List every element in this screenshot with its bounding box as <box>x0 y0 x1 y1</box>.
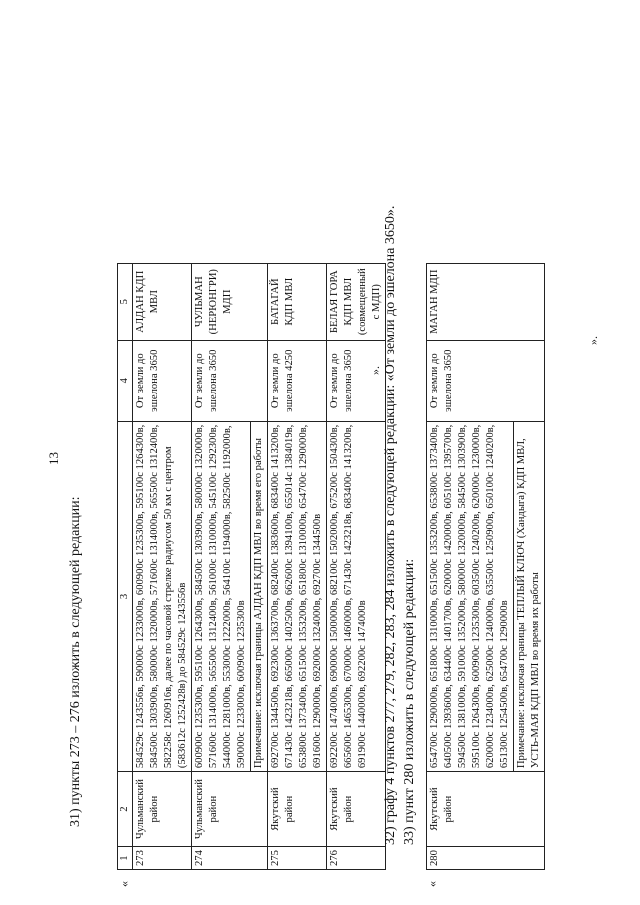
page-number: 13 <box>46 452 61 465</box>
coord-line: 584529с 1243556в, 590000с 1233000в, 600900с 1235300в, 595100с 1264300в, <box>135 424 146 769</box>
table-row <box>268 263 327 869</box>
zones-table-2 <box>426 263 545 870</box>
altitude-cell: От земли до эшелона 3650 <box>192 340 268 421</box>
coord-line: 692200с 1474000в, 690000с 1500000в, 682100с 1502000в, 675200с 1504300в, <box>329 424 340 769</box>
coord-line: 692700с 1344500в, 692300с 1363700в, 682400с 1383600в, 683400с 1413200в, <box>270 424 281 769</box>
coord-line: (583612с 1252428в) до 584529с 1243556в <box>177 582 188 769</box>
zone-cell: ЧУЛЬМАН (НЕРЮНГРИ) МДП <box>192 263 268 340</box>
district-cell: Якутский район <box>268 772 327 847</box>
district-cell: Якутский район <box>327 772 386 847</box>
row-number: 273 <box>133 847 192 870</box>
coord-line: 620000с 1234000в, 625000с 1240000в, 635500с 1250900в, 650100с 1240200в, <box>485 424 496 769</box>
table-row <box>427 263 514 869</box>
zone-cell: БЕЛАЯ ГОРА КДП МВЛ (совмещенный с МДП) <box>327 263 386 340</box>
coordinates-cell <box>427 421 514 771</box>
district-cell: Чульманский район <box>192 772 268 847</box>
coord-line: 584500с 1303900в, 580000с 1320000в, 571600с 1314000в, 565500с 1312400в, <box>149 424 160 769</box>
note-cell: Примечание: исключая границы ТЕПЛЫЙ КЛЮЧ (Хандыга) КДП МВЛ, УСТЬ-МАЯ КДП МВЛ во время их работы <box>514 421 545 771</box>
note-cell: Примечание: исключая границы АЛДАН КДП МВЛ во время его работы <box>251 421 268 771</box>
coord-line: 594500с 1381000в, 591000с 1352000в, 580000с 1320000в, 584500с 1303900в, <box>457 424 468 769</box>
close-quote: ». <box>368 366 382 375</box>
coord-line: 691600с 1290000в, 692000с 1324000в, 692700с 1344500в <box>312 513 323 769</box>
coord-line: 582258с 1260916в, далее по часовой стрелке радиусом 50 км с центром <box>163 446 174 769</box>
table-row <box>133 263 192 869</box>
coord-line: 665600с 1465300в, 670000с 1460000в, 671430с 1423218в, 683400с 1413200в, <box>343 424 354 769</box>
table-header-row <box>118 263 133 869</box>
open-quote: « <box>117 881 131 887</box>
coord-line: 654700с 1290000в, 651800с 1310000в, 651500с 1353200в, 653800с 1373400в, <box>429 424 440 769</box>
coordinates-cell <box>192 421 251 771</box>
zones-table-1 <box>117 263 386 870</box>
coordinates-cell <box>268 421 327 771</box>
coordinates-cell <box>133 421 192 771</box>
coord-line: 590000с 1233000в, 600900с 1235300в <box>236 600 247 769</box>
coord-line: 691900с 1440000в, 692200с 1474000в <box>357 600 368 769</box>
altitude-cell: От земли до эшелона 3650 <box>133 340 192 421</box>
coord-line: 595100с 1264300в, 600900с 1235300в, 603500с 1240200в, 620000с 1230000в, <box>471 424 482 769</box>
coord-line: 571600с 1314000в, 565500с 1312400в, 561000с 1310000в, 545100с 1292300в, <box>208 424 219 769</box>
item-32-text: 32) графу 4 пунктов 277, 279, 282, 283, 284 изложить в следующей редакции: «От земли до эшелона 3650». <box>383 205 398 845</box>
col-header-1: 1 <box>118 847 133 870</box>
row-number: 280 <box>427 847 545 870</box>
close-quote: ». <box>586 336 600 345</box>
row-number: 275 <box>268 847 327 870</box>
col-header-3: 3 <box>118 421 133 771</box>
row-number: 276 <box>327 847 386 870</box>
coord-line: 651300с 1254500в, 654700с 1290000в <box>499 600 510 769</box>
altitude-cell: От земли до эшелона 3650 <box>427 340 545 421</box>
district-cell: Чульманский район <box>133 772 192 847</box>
altitude-cell: От земли до эшелона 3650 <box>327 340 386 421</box>
coord-line: 600900с 1235300в, 595100с 1264300в, 584500с 1303900в, 580000с 1320000в, <box>194 424 205 769</box>
col-header-2: 2 <box>118 772 133 847</box>
zone-cell: БАТАГАЙ КДП МВЛ <box>268 263 327 340</box>
zone-cell: АЛДАН КДП МВЛ <box>133 263 192 340</box>
open-quote: « <box>425 881 439 887</box>
coord-line: 544000с 1281000в, 553000с 1222000в, 564100с 1194000в, 582500с 1192000в, <box>222 425 233 769</box>
coord-line: 653800с 1373400в, 651500с 1353200в, 651800с 1310000в, 654700с 1290000в, <box>298 424 309 769</box>
item-33-text: 33) пункт 280 изложить в следующей редакции: <box>402 558 417 845</box>
table-row <box>327 263 386 869</box>
row-number: 274 <box>192 847 268 870</box>
item-31-text: 31) пункты 273 – 276 изложить в следующей редакции: <box>68 496 83 827</box>
coord-line: 671430с 1423218в, 665000с 1402500в, 662600с 1394100в, 655014с 1384019в, <box>284 424 295 769</box>
coord-line: 640500с 1393600в, 634400с 1401700в, 620000с 1420000в, 605100с 1395700в, <box>443 424 454 769</box>
zone-cell: МАГАН МДП <box>427 263 545 340</box>
col-header-5: 5 <box>118 263 133 340</box>
col-header-4: 4 <box>118 340 133 421</box>
district-cell: Якутский район <box>427 772 545 847</box>
coordinates-cell <box>327 421 386 771</box>
table-row <box>192 263 251 869</box>
altitude-cell: От земли до эшелона 4250 <box>268 340 327 421</box>
